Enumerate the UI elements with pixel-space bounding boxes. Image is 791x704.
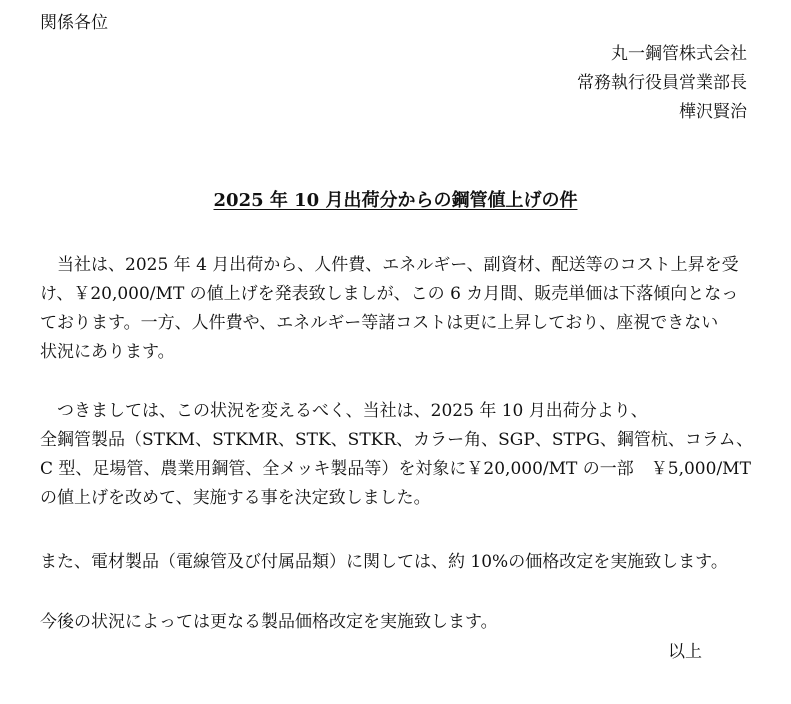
sender-name: 樺沢賢治 [679, 102, 747, 122]
paragraph-1-line: 当社は、2025 年 4 月出荷から、人件費、エネルギー、副資材、配送等のコスト上昇を受 [40, 255, 739, 275]
paragraph-2-line: の値上げを改めて、実施する事を決定致しました。 [40, 488, 431, 508]
paragraph-1-line: 状況にあります。 [40, 342, 175, 362]
paragraph-2 [40, 397, 752, 513]
paragraph-4: 今後の状況によっては更なる製品価格改定を実施致します。 [40, 612, 498, 632]
sender-company: 丸一鋼管株式会社 [611, 44, 747, 64]
document-title-text: 2025 年 10 月出荷分からの鋼管値上げの件 [213, 190, 578, 211]
paragraph-1-line: け、￥20,000/MT の値上げを発表致しましが、この 6 カ月間、販売単価は下落傾向となっ [40, 284, 739, 304]
document-title [0, 189, 791, 213]
paragraph-3: また、電材製品（電線管及び付属品類）に関しては、約 10%の価格改定を実施致します。 [40, 552, 728, 572]
sender-position: 常務執行役員営業部長 [577, 73, 747, 93]
paragraph-1-line: ております。一方、人件費や、エネルギー等諸コストは更に上昇しており、座視できない [40, 313, 719, 333]
paragraph-2-line: C 型、足場管、農業用鋼管、全メッキ製品等）を対象に￥20,000/MT の一部 ￥5,000/MT [40, 459, 751, 479]
paragraph-2-line: つきましては、この状況を変えるべく、当社は、2025 年 10 月出荷分より、 [40, 401, 648, 421]
closing: 以上 [668, 642, 702, 662]
paragraph-1 [40, 251, 752, 367]
paragraph-2-line: 全鋼管製品（STKM、STKMR、STK、STKR、カラー角、SGP、STPG、鋼管杭、コラム、 [40, 430, 754, 450]
addressee: 関係各位 [40, 13, 108, 33]
